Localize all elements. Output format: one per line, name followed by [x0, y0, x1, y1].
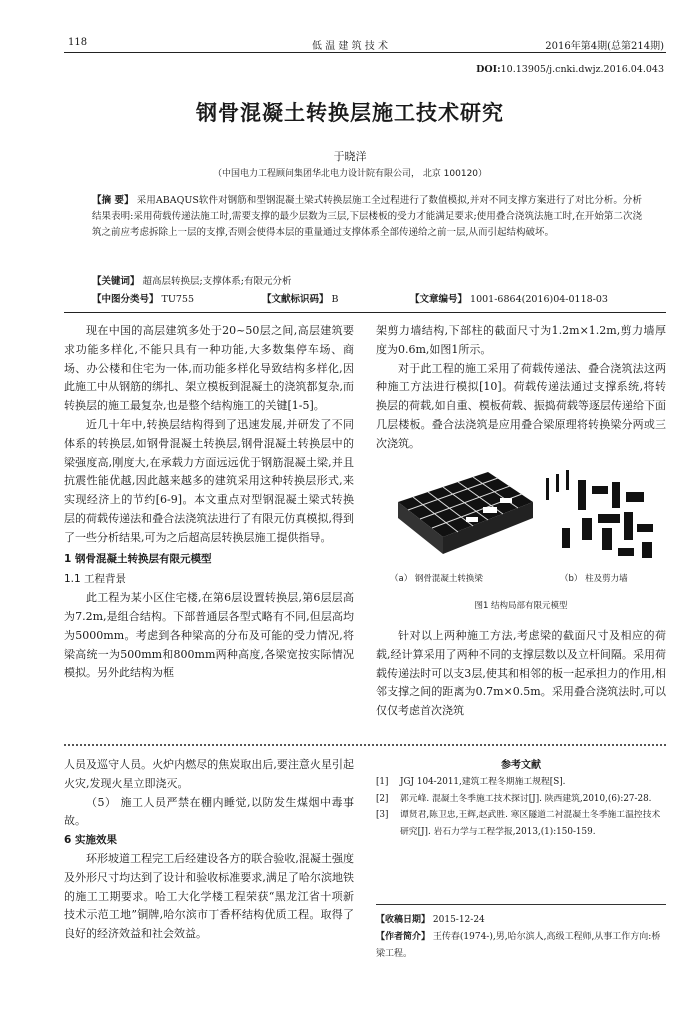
article-meta — [376, 912, 666, 963]
meta-rule — [376, 904, 666, 905]
paragraph: 近几十年中,转换层结构得到了迅速发展,并研发了不同体系的转换层,如钢骨混凝土转换层,钢骨混凝土转换层中的梁强度高,刚度大,在承载力方面远远优于钢筋混凝土梁,并且抗震性能优越,因此越来越多的建筑采用这种转换层形式,来实现经济上的节约[6-9]。本文重点对型钢混凝土梁式转换层的荷载传递法和叠合法浇筑法进行了有限元仿真模拟,得到了一些分析结果,可为之后超高层转换层施工提供指导。 — [64, 417, 354, 544]
author: 于晓洋 — [333, 150, 367, 163]
paragraph: 人员及巡守人员。火炉内燃尽的焦炭取出后,要注意火星引起火灾,发现火星立即浇灭。 — [64, 758, 354, 790]
figure-caption-b: （b） 柱及剪力墙 — [560, 574, 628, 584]
received-date — [376, 912, 666, 929]
keywords — [92, 273, 291, 287]
paragraph: 对于此工程的施工采用了荷载传递法、叠合浇筑法这两种施工方法进行模拟[10]。荷载传递法通过支撑系统,将转换层的荷载,如自重、模板荷载、振捣荷载等逐层传递给下面几层楼板。叠合法浇筑是应用叠合梁原理将转换梁分两或三次浇筑。 — [376, 361, 666, 450]
transfer-beam-model-icon — [388, 462, 538, 562]
paper-title: 钢骨混凝土转换层施工技术研究 — [196, 101, 504, 125]
reference-number: [3] — [376, 810, 389, 820]
paragraph: （5） 施工人员严禁在棚内睡觉,以防发生煤烟中毒事故。 — [64, 795, 354, 828]
reference-item — [376, 791, 666, 808]
journal-name: 低 温 建 筑 技 术 — [312, 41, 388, 52]
clc-label: 【中图分类号】 — [92, 294, 159, 305]
section-heading: 1 钢骨混凝土转换层有限元模型 — [64, 552, 212, 565]
clc-number — [92, 291, 194, 305]
bio-label: 【作者简介】 — [376, 932, 431, 942]
figure-columns-walls — [542, 468, 662, 563]
bio-value: 王传春(1974-),男,哈尔滨人,高级工程师,从事工作方向:桥梁工程。 — [376, 932, 661, 959]
paragraph: 架剪力墙结构,下部柱的截面尺寸为1.2m×1.2m,剪力墙厚度为0.6m,如图1所示。 — [376, 324, 666, 356]
paragraph: 环形坡道工程完工后经建设各方的联合验收,混凝土强度及外形尺寸均达到了设计和验收标准要求,满足了哈尔滨地铁的施工工期要求。哈工大化学楼工程荣获“黑龙江省十项新技术示范工地”铜牌,哈尔滨市丁香杯结构优质工程。取得了良好的经济效益和社会效益。 — [64, 851, 354, 941]
reference-item — [376, 774, 666, 791]
doc-value: B — [331, 294, 339, 305]
doi-label: DOI: — [476, 64, 501, 75]
left-column — [64, 322, 354, 683]
header-rule — [64, 52, 666, 53]
doi[interactable] — [476, 64, 664, 75]
keywords-label: 【关键词】 — [92, 276, 140, 287]
figure-caption-a: （a） 钢骨混凝土转换梁 — [390, 574, 483, 584]
abstract — [92, 193, 642, 242]
received-value: 2015-12-24 — [432, 915, 485, 925]
previous-article-text — [64, 756, 354, 944]
reference-item — [376, 807, 666, 840]
section-divider — [64, 744, 666, 746]
article-value: 1001-6864(2016)04-0118-03 — [470, 294, 608, 305]
columns-walls-model-icon — [542, 468, 662, 563]
doc-code — [262, 291, 339, 305]
reference-text: 谭贤君,陈卫忠,王辉,赵武胜. 寒区隧道二衬混凝土冬季施工温控技术研究[J]. 岩石力学与工程学报,2013,(1):150-159. — [400, 810, 661, 837]
references-list — [376, 774, 666, 840]
abstract-label: 【摘 要】 — [92, 195, 134, 206]
reference-text: 郭元峰. 混凝土冬季施工技术探讨[J]. 陕西建筑,2010,(6):27-28. — [400, 793, 652, 804]
subsection-heading: 1.1 工程背景 — [64, 573, 127, 586]
article-number — [410, 291, 608, 305]
right-column-continued — [376, 627, 666, 721]
author-bio — [376, 929, 666, 963]
figure-transfer-beam — [388, 462, 538, 562]
reference-number: [2] — [376, 793, 389, 804]
references-title: 参考文献 — [501, 760, 541, 771]
keywords-text: 超高层转换层;支撑体系;有限元分析 — [142, 276, 292, 287]
clc-value: TU755 — [161, 294, 195, 305]
right-column — [376, 322, 666, 454]
paragraph: 现在中国的高层建筑多处于20~50层之间,高层建筑要求功能多样化,不能只具有一种功能,大多数集停车场、商场、办公楼和住宅为一体,而功能多样化导致结构多样化,因此施工中从钢筋的绑扎、架立模板到混凝土的浇筑都复杂,而转换层的施工最复杂,也是整个结构施工的关键[1-5]。 — [64, 324, 354, 413]
page-number: 118 — [68, 37, 88, 48]
reference-number: [1] — [376, 777, 389, 787]
doi-value: 10.13905/j.cnki.dwjz.2016.04.043 — [500, 64, 664, 75]
affiliation: （中国电力工程顾问集团华北电力设计院有限公司， 北京 100120） — [212, 169, 488, 179]
abstract-rule — [64, 312, 666, 313]
article-label: 【文章编号】 — [410, 294, 468, 305]
doc-label: 【文献标识码】 — [262, 294, 329, 305]
issue-info: 2016年第4期(总第214期) — [545, 41, 664, 52]
figure-caption: 图1 结构局部有限元模型 — [474, 601, 568, 611]
received-label: 【收稿日期】 — [376, 915, 431, 925]
paragraph: 针对以上两种施工方法,考虑梁的截面尺寸及相应的荷载,经计算采用了两种不同的支撑层数以及立杆间隔。采用荷载传递法时可以支3层,使其和相邻的板一起承担力的作用,相邻支撑之间的距离为0.7m×0.5m。采用叠合浇筑法时,可以仅仅考虑首次浇筑 — [376, 629, 666, 718]
reference-text: JGJ 104-2011,建筑工程冬期施工规程[S]. — [400, 777, 566, 787]
paragraph: 此工程为某小区住宅楼,在第6层设置转换层,第6层层高为7.2m,是组合结构。下部普通层各型式略有不同,但层高均为5000mm。考虑到各种梁高的分布及可能的受力情况,将梁高统一为500mm和800mm两种高度,各梁宽按实际情况模拟。另外此结构为框 — [64, 591, 354, 680]
section-heading: 6 实施效果 — [64, 834, 117, 847]
abstract-text: 采用ABAQUS软件对钢筋和型钢混凝土梁式转换层施工全过程进行了数值模拟,并对不同支撑方案进行了对比分析。分析结果表明:采用荷载传递法施工时,需要支撑的最少层数为三层,下层楼板的受力才能满足要求;使用叠合浇筑法施工时,在开始第二次浇筑之前应考虑拆除上一层的支撑,否则会使得本层的重量通过支撑体系全部传递给之前一层,从而引起结构破坏。 — [92, 195, 642, 239]
